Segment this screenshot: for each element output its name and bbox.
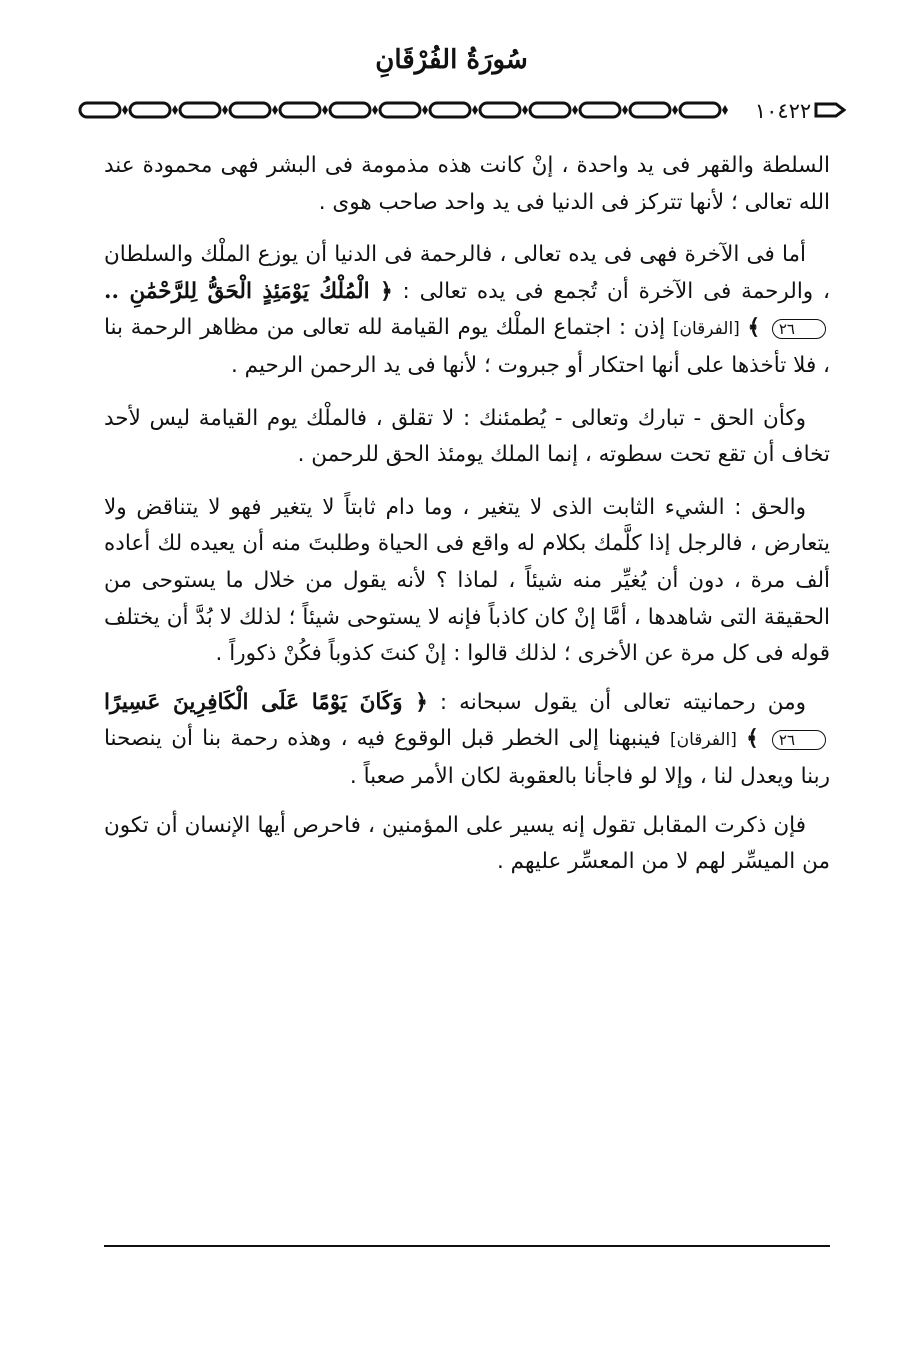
ayah-number-badge: ٢٦	[772, 730, 826, 750]
paragraph-6: فإن ذكرت المقابل تقول إنه يسير على المؤمنين ، فاحرص أيها الإنسان أن تكون من الميسِّر لهم لا من المعسِّر عليهم .	[104, 812, 830, 875]
paragraph-1: السلطة والقهر فى يد واحدة ، إنْ كانت هذه مذمومة فى البشر فهى محمودة عند الله تعالى ؛ لأنها تتركز فى الدنيا فى يد واحد صاحب هوى .	[104, 153, 830, 215]
paragraph-2	[104, 237, 830, 384]
quran-verse-2: ﴿ وَكَانَ يَوْمًا عَلَى الْكَافِرِينَ عَسِيرًا	[104, 689, 428, 715]
surah-reference: [الفرقان]	[672, 319, 740, 340]
body-text	[104, 148, 830, 897]
paragraph-5	[104, 685, 830, 796]
footer-divider	[104, 1245, 830, 1247]
page-number: ١٠٤٢٢	[754, 99, 812, 123]
quran-bracket-close: ﴾	[746, 726, 759, 752]
quran-verse-1: ﴿ الْمُلْكُ يَوْمَئِذٍ الْحَقُّ لِلرَّحْمَٰنِ ..	[104, 278, 393, 304]
quran-bracket-close: ﴾	[747, 315, 761, 341]
ornament-end-cap	[814, 98, 846, 122]
ayah-number-badge: ٢٦	[772, 319, 826, 339]
surah-reference: [الفرقان]	[669, 730, 737, 751]
paragraph-2-intro: أما فى الآخرة فهى فى يده تعالى ، فالرحمة فى الدنيا أن يوزع الملْك والسلطان ، والرحمة فى الآخرة أن تُجمع فى يده تعالى :	[104, 242, 830, 304]
paragraph-5-body: فينبهنا إلى الخطر قبل الوقوع فيه ، وهذه رحمة بنا أن ينصحنا ربنا ويعدل لنا ، وإلا لو فاجأنا بالعقوبة لكان الأمر صعباً .	[104, 726, 830, 789]
surah-title: سُورَةُ الفُرْقَانِ	[375, 45, 528, 75]
ornamental-chain-divider	[78, 98, 746, 122]
paragraph-5-intro: ومن رحمانيته تعالى أن يقول سبحانه :	[439, 689, 806, 715]
paragraph-3: وكأن الحق - تبارك وتعالى - يُطمئنك : لا تقلق ، فالملْك يوم القيامة ليس لأحد تخاف أن تقع تحت سطوته ، إنما الملك يومئذ الحق للرحمن .	[104, 405, 830, 468]
paragraph-4: والحق : الشيء الثابت الذى لا يتغير ، وما دام ثابتاً لا يتغير فهو لا يتناقض ولا يتعارض ، فالرجل إذا كلَّمك بكلام له واقع فى الحياة وطلبتَ منه أن يعيده لك أعاده ألف مرة ، دون أن يُغيِّر منه شيئاً ، لماذا ؟ لأنه يقول من خلال ما يستوحى من الحقيقة التى شاهدها ، أمَّا إنْ كان كاذباً فإنه لا يستوحى شيئاً ؛ لذلك لا بُدَّ أن يختلف قوله فى كل مرة عن الأخرى ؛ لذلك قالوا : إنْ كنتَ كذوباً فكُنْ ذكوراً .	[104, 494, 830, 667]
paragraph-2-body: إذن : اجتماع الملْك يوم القيامة لله تعالى من مظاهر الرحمة بنا ، فلا تأخذها على أنها احتكار أو جبروت ؛ لأنها فى يد الرحمن الرحيم .	[104, 315, 830, 378]
